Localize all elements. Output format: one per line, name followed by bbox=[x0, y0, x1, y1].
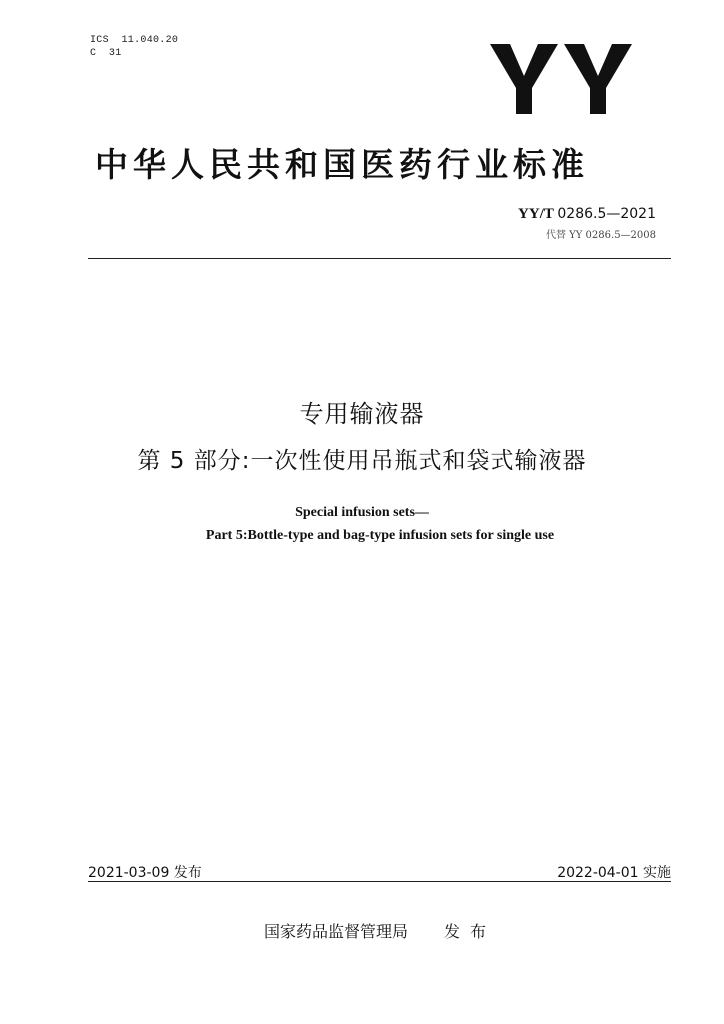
standard-number bbox=[518, 206, 656, 223]
title-chinese-main: 专用输液器 bbox=[299, 400, 425, 428]
issuing-body-title: 中华人民共和国医药行业标准 bbox=[95, 145, 589, 184]
standard-code: 0286.5—2021 bbox=[557, 206, 656, 222]
implementation-date: 2022-04-01 实施 bbox=[557, 865, 671, 881]
standard-prefix: YY/T bbox=[518, 206, 554, 222]
issuer-name: 国家药品监督管理局 bbox=[263, 922, 408, 941]
classification-codes bbox=[90, 34, 178, 60]
ics-code: ICS 11.040.20 bbox=[90, 35, 179, 46]
ccs-code: C 31 bbox=[90, 48, 122, 59]
header-divider bbox=[88, 258, 671, 259]
title-english-main: Special infusion sets— bbox=[295, 505, 429, 520]
title-english-part: Part 5:Bottle-type and bag-type infusion sets for single use bbox=[205, 528, 555, 543]
yy-logo bbox=[490, 26, 635, 118]
title-chinese-part: 第 5 部分:一次性使用吊瓶式和袋式输液器 bbox=[137, 448, 587, 474]
replaces-standard: 代替 YY 0286.5—2008 bbox=[546, 230, 656, 241]
issuer-action: 发布 bbox=[444, 922, 497, 941]
issuer-line bbox=[0, 919, 724, 942]
issue-date: 2021-03-09 发布 bbox=[88, 865, 202, 881]
footer-divider bbox=[88, 881, 671, 882]
